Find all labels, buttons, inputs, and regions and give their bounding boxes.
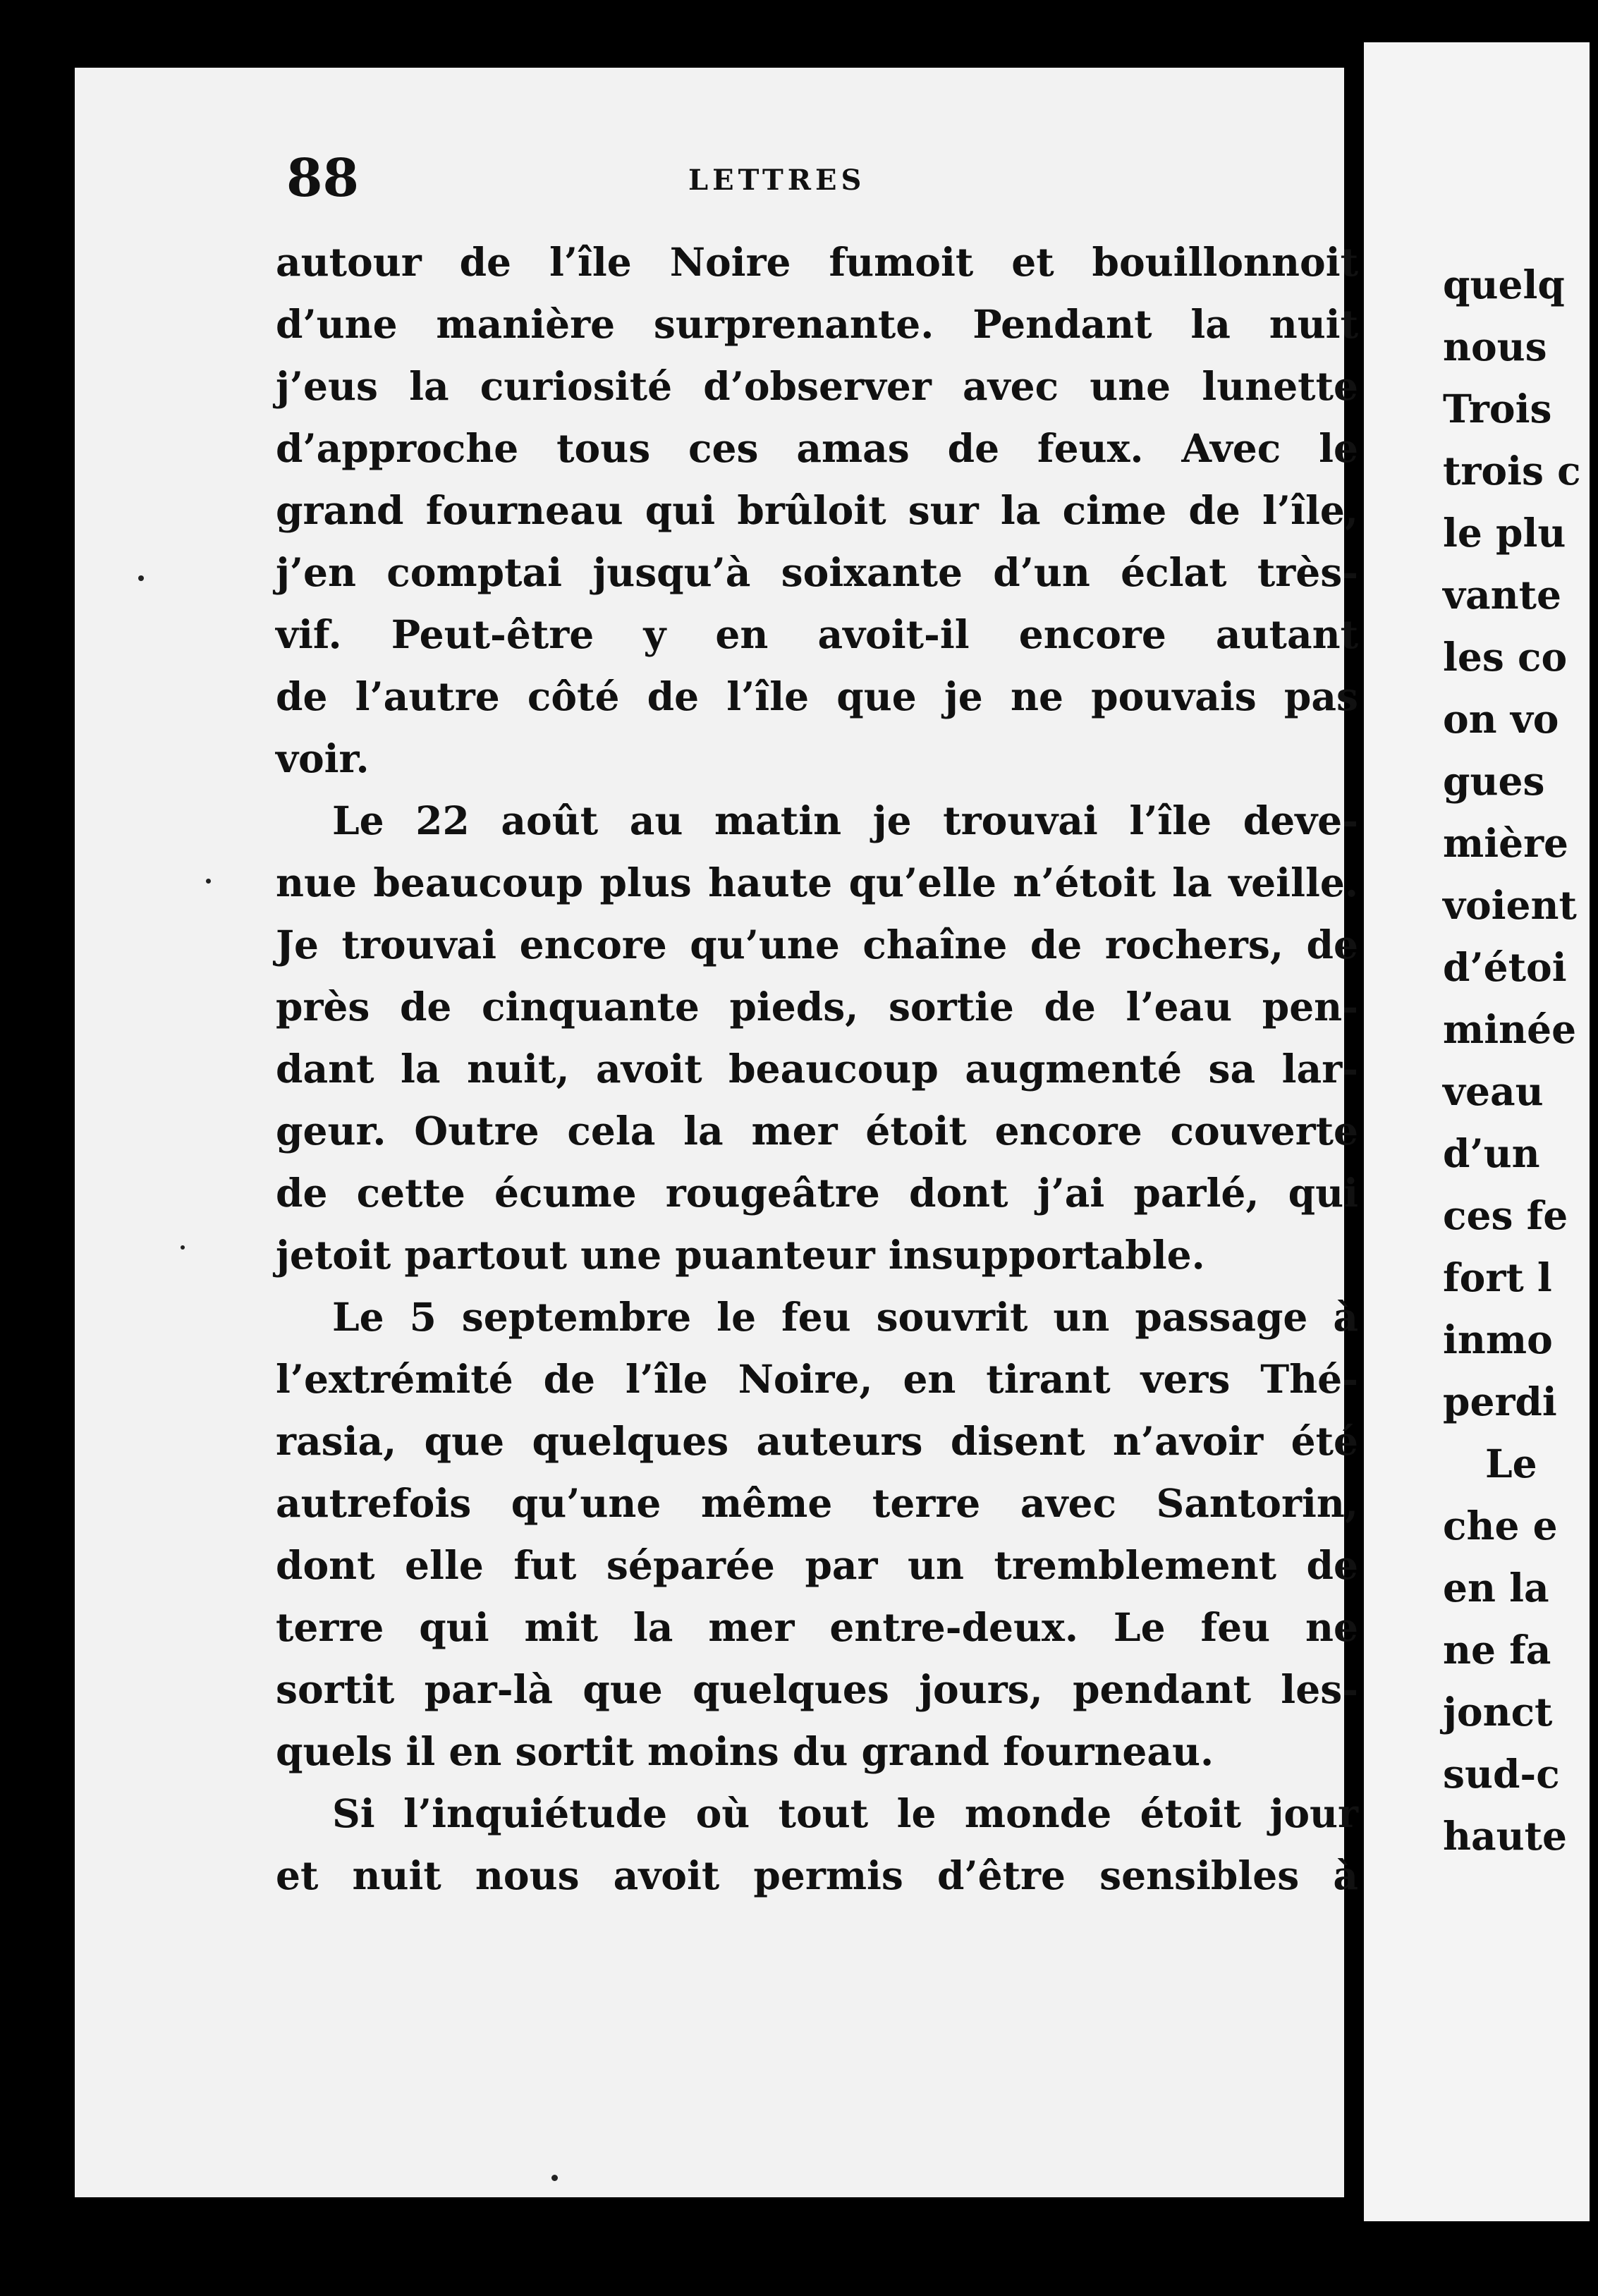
- text-line: sud-c: [1443, 1751, 1560, 1797]
- text-line: veau: [1443, 1068, 1544, 1114]
- text-line: près de cinquante pieds, sortie de l’eau pen-: [276, 984, 1358, 1030]
- text-line: jetoit partout une puanteur insupportable.: [276, 1232, 1205, 1278]
- text-line: d’étoi: [1443, 944, 1567, 990]
- text-line: de cette écume rougeâtre dont j’ai parlé, qui: [276, 1170, 1358, 1216]
- text-line: d’approche tous ces amas de feux. Avec le: [276, 425, 1358, 471]
- text-line: le plu: [1443, 510, 1566, 556]
- ink-speck: [551, 2175, 558, 2181]
- text-line: voir.: [276, 735, 370, 781]
- text-line: sortit par-là que quelques jours, pendant les-: [276, 1666, 1358, 1712]
- right-page-cropped: [1364, 42, 1590, 2221]
- ink-speck: [206, 879, 211, 884]
- text-line: Le: [1485, 1441, 1537, 1486]
- text-line: et nuit nous avoit permis d’être sensibles à: [276, 1852, 1358, 1898]
- left-page: [75, 68, 1358, 2197]
- text-line: les co: [1443, 634, 1568, 680]
- text-line: on vo: [1443, 696, 1559, 742]
- text-line: minée: [1443, 1006, 1577, 1052]
- text-line: Si l’inquiétude où tout le monde étoit jour: [332, 1790, 1358, 1836]
- text-line: j’eus la curiosité d’observer avec une lunette: [276, 363, 1358, 409]
- text-line: jonct: [1443, 1689, 1553, 1735]
- page-number: 88: [286, 148, 359, 209]
- text-line: de l’autre côté de l’île que je ne pouvais pas: [276, 673, 1358, 719]
- text-line: trois c: [1443, 448, 1581, 494]
- text-line: terre qui mit la mer entre-deux. Le feu ne: [276, 1604, 1358, 1650]
- page-header: [75, 148, 1344, 237]
- text-line: quelq: [1443, 262, 1565, 307]
- text-line: Trois: [1443, 386, 1552, 432]
- text-line: mière: [1443, 820, 1569, 866]
- text-line: geur. Outre cela la mer étoit encore couverte: [276, 1108, 1358, 1154]
- text-line: nous: [1443, 324, 1547, 370]
- text-line: Le 22 août au matin je trouvai l’île deve-: [332, 798, 1358, 843]
- left-page-body-text: [276, 231, 1358, 1907]
- text-line: rasia, que quelques auteurs disent n’avoir été: [276, 1418, 1358, 1464]
- text-line: nue beaucoup plus haute qu’elle n’étoit la veille.: [276, 860, 1358, 905]
- text-line: l’extrémité de l’île Noire, en tirant vers Thé-: [276, 1356, 1358, 1402]
- text-line: Je trouvai encore qu’une chaîne de rochers, de: [276, 922, 1358, 967]
- text-line: ne fa: [1443, 1627, 1551, 1673]
- right-page-body-text: [1443, 254, 1598, 1867]
- text-line: d’une manière surprenante. Pendant la nuit: [276, 301, 1358, 347]
- text-line: haute: [1443, 1813, 1568, 1859]
- text-line: gues: [1443, 758, 1545, 804]
- text-line: fort l: [1443, 1254, 1552, 1300]
- ink-speck: [138, 575, 144, 581]
- text-line: perdi: [1443, 1379, 1557, 1424]
- text-line: dont elle fut séparée par un tremblement de: [276, 1542, 1358, 1588]
- ink-speck: [181, 1245, 185, 1250]
- text-line: vante: [1443, 572, 1561, 618]
- text-line: Le 5 septembre le feu souvrit un passage à: [332, 1294, 1358, 1340]
- text-line: autour de l’île Noire fumoit et bouillonnoit: [276, 239, 1358, 285]
- text-line: inmo: [1443, 1317, 1553, 1362]
- text-line: d’un: [1443, 1130, 1540, 1176]
- text-line: j’en comptai jusqu’à soixante d’un éclat très-: [276, 549, 1358, 595]
- text-line: grand fourneau qui brûloit sur la cime de l’île,: [276, 487, 1358, 533]
- text-line: en la: [1443, 1565, 1549, 1611]
- text-line: autrefois qu’une même terre avec Santorin,: [276, 1480, 1358, 1526]
- text-line: ces fe: [1443, 1192, 1568, 1238]
- text-line: quels il en sortit moins du grand fourneau.: [276, 1728, 1214, 1774]
- text-line: che e: [1443, 1503, 1558, 1549]
- text-line: vif. Peut-être y en avoit-il encore autant: [276, 611, 1358, 657]
- text-line: dant la nuit, avoit beaucoup augmenté sa lar-: [276, 1046, 1358, 1092]
- text-line: voient: [1443, 882, 1577, 928]
- running-head: LETTRES: [688, 164, 866, 197]
